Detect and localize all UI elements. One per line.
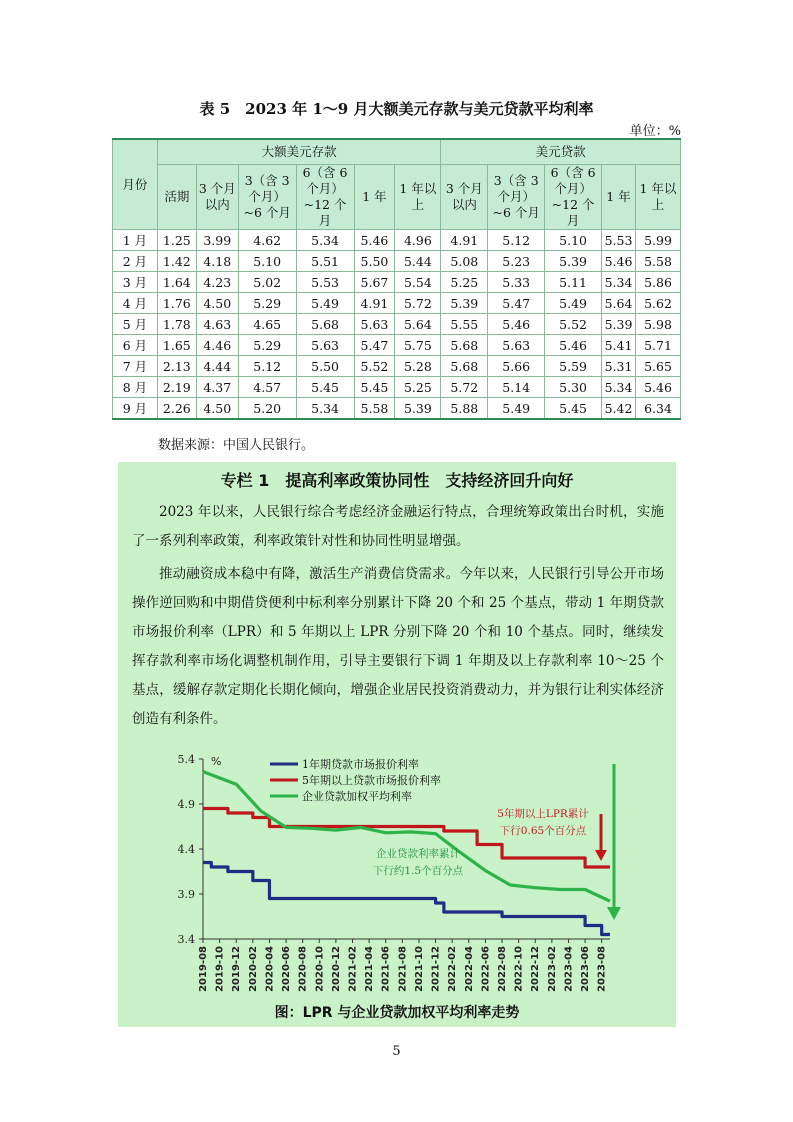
x-tick-label: 2020-10 bbox=[314, 946, 326, 992]
table-cell: 5.46 bbox=[545, 335, 602, 356]
header-group-deposit: 大额美元存款 bbox=[157, 139, 441, 165]
annotation-loan-arrow-head bbox=[607, 907, 621, 920]
column-box bbox=[118, 462, 676, 1027]
lpr-chart bbox=[118, 744, 676, 994]
table-row bbox=[113, 335, 681, 356]
table-cell: 5.02 bbox=[238, 272, 296, 293]
table-cell: 5.34 bbox=[296, 230, 354, 251]
row-month: 7 月 bbox=[113, 356, 158, 377]
table-cell: 5.72 bbox=[395, 293, 441, 314]
table-cell: 1.65 bbox=[157, 335, 196, 356]
table-cell: 5.29 bbox=[238, 293, 296, 314]
table-cell: 5.34 bbox=[602, 377, 636, 398]
table-cell: 4.37 bbox=[196, 377, 238, 398]
x-tick-label: 2020-02 bbox=[247, 946, 259, 992]
table-cell: 5.31 bbox=[602, 356, 636, 377]
table-cell: 5.44 bbox=[395, 251, 441, 272]
y-tick-label: 3.9 bbox=[177, 888, 195, 901]
table-cell: 5.46 bbox=[636, 377, 681, 398]
annotation-lpr-arrow-head bbox=[595, 850, 607, 861]
table-cell: 4.63 bbox=[196, 314, 238, 335]
table-cell: 5.47 bbox=[354, 335, 395, 356]
row-month: 5 月 bbox=[113, 314, 158, 335]
x-tick-label: 2020-08 bbox=[297, 946, 309, 992]
x-tick-label: 2020-06 bbox=[281, 946, 293, 992]
header-sub-9: 1 年 bbox=[602, 165, 636, 230]
table-cell: 4.91 bbox=[354, 293, 395, 314]
table-cell: 5.58 bbox=[636, 251, 681, 272]
table-row bbox=[113, 398, 681, 420]
table-cell: 2.19 bbox=[157, 377, 196, 398]
table-cell: 5.67 bbox=[354, 272, 395, 293]
header-sub-7: 3（含 3 个月）~6 个月 bbox=[488, 165, 545, 230]
x-tick-label: 2019-08 bbox=[198, 946, 209, 992]
table-cell: 5.12 bbox=[488, 230, 545, 251]
table-cell: 5.10 bbox=[238, 251, 296, 272]
table-cell: 5.45 bbox=[354, 377, 395, 398]
table-cell: 5.39 bbox=[545, 251, 602, 272]
x-tick-label: 2023-04 bbox=[563, 946, 575, 992]
table-cell: 5.62 bbox=[636, 293, 681, 314]
table-cell: 1.64 bbox=[157, 272, 196, 293]
table-row bbox=[113, 251, 681, 272]
table-cell: 4.50 bbox=[196, 398, 238, 420]
header-sub-0: 活期 bbox=[157, 165, 196, 230]
table-cell: 1.78 bbox=[157, 314, 196, 335]
header-sub-6: 3 个月以内 bbox=[441, 165, 488, 230]
x-tick-label: 2023-06 bbox=[580, 946, 592, 992]
table-cell: 5.98 bbox=[636, 314, 681, 335]
table-cell: 5.39 bbox=[395, 398, 441, 420]
table-cell: 5.63 bbox=[296, 335, 354, 356]
header-group-loan: 美元贷款 bbox=[441, 139, 681, 165]
table-cell: 5.49 bbox=[296, 293, 354, 314]
box-paragraph-2: 推动融资成本稳中有降，激活生产消费信贷需求。今年以来，人民银行引导公开市场操作逆回购和中期借贷便利中标利率分别累计下降 20 个和 25 个基点，带动 1 年期贷款市场报价利率（LPR）和 5 年期以上 LPR 分别下降 20 个和 10 个基点。同时，继续发挥存款利率市场化调整机制作用，引导主要银行下调 1 年期及以上存款利率 10～25 个基点，缓解存款定期化长期化倾向，增强企业居民投资消费动力，并为银行让利实体经济创造有利条件。 bbox=[132, 566, 664, 727]
box-title: 专栏 1 提高利率政策协同性 支持经济回升向好 bbox=[220, 471, 574, 490]
table-cell: 5.47 bbox=[488, 293, 545, 314]
table-cell: 4.62 bbox=[238, 230, 296, 251]
table-cell: 4.18 bbox=[196, 251, 238, 272]
table-row bbox=[113, 272, 681, 293]
x-tick-label: 2023-02 bbox=[546, 946, 558, 992]
table-cell: 5.23 bbox=[488, 251, 545, 272]
header-sub-8: 6（含 6 个月）~12 个月 bbox=[545, 165, 602, 230]
table-cell: 5.86 bbox=[636, 272, 681, 293]
rate-table bbox=[112, 138, 681, 420]
figure-caption: 图：LPR 与企业贷款加权平均利率走势 bbox=[274, 1005, 520, 1021]
table-cell: 5.88 bbox=[441, 398, 488, 420]
table-cell: 4.50 bbox=[196, 293, 238, 314]
table-cell: 5.50 bbox=[354, 251, 395, 272]
table-cell: 5.53 bbox=[296, 272, 354, 293]
table-cell: 5.42 bbox=[602, 398, 636, 420]
table-cell: 5.08 bbox=[441, 251, 488, 272]
legend-label: 企业贷款加权平均利率 bbox=[302, 790, 412, 803]
table-cell: 5.68 bbox=[441, 356, 488, 377]
row-month: 1 月 bbox=[113, 230, 158, 251]
y-axis-label: % bbox=[211, 755, 222, 768]
table-row bbox=[113, 314, 681, 335]
annotation-loan-line1: 企业贷款利率累计 bbox=[376, 848, 460, 860]
y-tick-label: 4.9 bbox=[177, 798, 195, 811]
table-cell: 5.49 bbox=[545, 293, 602, 314]
x-tick-label: 2021-10 bbox=[413, 946, 425, 992]
table-cell: 3.99 bbox=[196, 230, 238, 251]
row-month: 4 月 bbox=[113, 293, 158, 314]
table-cell: 5.52 bbox=[545, 314, 602, 335]
row-month: 3 月 bbox=[113, 272, 158, 293]
table-row bbox=[113, 230, 681, 251]
table-cell: 5.33 bbox=[488, 272, 545, 293]
header-sub-4: 1 年 bbox=[354, 165, 395, 230]
table-cell: 5.46 bbox=[488, 314, 545, 335]
header-sub-3: 6（含 6 个月）~12 个月 bbox=[296, 165, 354, 230]
table-cell: 5.25 bbox=[441, 272, 488, 293]
table-cell: 4.57 bbox=[238, 377, 296, 398]
table-cell: 5.68 bbox=[296, 314, 354, 335]
x-tick-label: 2022-06 bbox=[480, 946, 492, 992]
table-cell: 5.10 bbox=[545, 230, 602, 251]
table-cell: 5.25 bbox=[395, 377, 441, 398]
table-cell: 4.23 bbox=[196, 272, 238, 293]
table-cell: 5.71 bbox=[636, 335, 681, 356]
table-cell: 5.20 bbox=[238, 398, 296, 420]
table-cell: 5.66 bbox=[488, 356, 545, 377]
table-cell: 5.46 bbox=[354, 230, 395, 251]
x-tick-label: 2021-06 bbox=[380, 946, 392, 992]
y-tick-label: 4.4 bbox=[177, 843, 195, 856]
row-month: 9 月 bbox=[113, 398, 158, 420]
table-cell: 5.46 bbox=[602, 251, 636, 272]
table-cell: 1.76 bbox=[157, 293, 196, 314]
table-row bbox=[113, 377, 681, 398]
table-cell: 5.65 bbox=[636, 356, 681, 377]
table-cell: 5.49 bbox=[488, 398, 545, 420]
table-cell: 5.53 bbox=[602, 230, 636, 251]
table-cell: 5.63 bbox=[354, 314, 395, 335]
x-tick-label: 2022-12 bbox=[530, 946, 542, 992]
table-cell: 4.96 bbox=[395, 230, 441, 251]
table-cell: 5.28 bbox=[395, 356, 441, 377]
table-title: 表 5 2023 年 1～9 月大额美元存款与美元贷款平均利率 bbox=[199, 100, 594, 118]
table-cell: 4.46 bbox=[196, 335, 238, 356]
table-cell: 5.50 bbox=[296, 356, 354, 377]
table-cell: 2.26 bbox=[157, 398, 196, 420]
x-tick-label: 2022-04 bbox=[463, 946, 475, 992]
table-cell: 4.65 bbox=[238, 314, 296, 335]
table-cell: 5.34 bbox=[602, 272, 636, 293]
x-tick-label: 2020-12 bbox=[330, 946, 342, 992]
x-tick-label: 2021-12 bbox=[430, 946, 442, 992]
table-cell: 5.34 bbox=[296, 398, 354, 420]
legend-label: 5年期以上贷款市场报价利率 bbox=[302, 774, 441, 787]
header-sub-5: 1 年以上 bbox=[395, 165, 441, 230]
table-cell: 2.13 bbox=[157, 356, 196, 377]
table-cell: 4.91 bbox=[441, 230, 488, 251]
header-month: 月份 bbox=[113, 139, 158, 230]
table-cell: 5.39 bbox=[602, 314, 636, 335]
table-cell: 5.14 bbox=[488, 377, 545, 398]
row-month: 6 月 bbox=[113, 335, 158, 356]
table-cell: 5.52 bbox=[354, 356, 395, 377]
table-cell: 5.11 bbox=[545, 272, 602, 293]
x-tick-label: 2021-02 bbox=[347, 946, 359, 992]
x-tick-label: 2022-08 bbox=[497, 946, 509, 992]
table-cell: 5.55 bbox=[441, 314, 488, 335]
table-cell: 5.45 bbox=[545, 398, 602, 420]
table-cell: 4.44 bbox=[196, 356, 238, 377]
table-cell: 5.39 bbox=[441, 293, 488, 314]
table-cell: 5.59 bbox=[545, 356, 602, 377]
x-tick-label: 2019-10 bbox=[214, 946, 226, 992]
row-month: 2 月 bbox=[113, 251, 158, 272]
legend-label: 1年期贷款市场报价利率 bbox=[302, 758, 419, 771]
table-cell: 5.41 bbox=[602, 335, 636, 356]
table-cell: 5.12 bbox=[238, 356, 296, 377]
x-tick-label: 2023-08 bbox=[596, 946, 608, 992]
table-cell: 1.25 bbox=[157, 230, 196, 251]
table-cell: 5.30 bbox=[545, 377, 602, 398]
table-cell: 5.64 bbox=[602, 293, 636, 314]
table-cell: 5.58 bbox=[354, 398, 395, 420]
annotation-lpr-line1: 5年期以上LPR累计 bbox=[497, 808, 589, 820]
header-sub-1: 3 个月以内 bbox=[196, 165, 238, 230]
table-cell: 5.45 bbox=[296, 377, 354, 398]
x-tick-label: 2021-04 bbox=[364, 946, 376, 992]
page-number: 5 bbox=[392, 1044, 401, 1059]
table-cell: 5.64 bbox=[395, 314, 441, 335]
annotation-lpr-line2: 下行0.65个百分点 bbox=[499, 825, 587, 837]
y-tick-label: 3.4 bbox=[177, 933, 195, 946]
annotation-loan-line2: 下行约1.5个百分点 bbox=[372, 865, 464, 877]
table-cell: 5.54 bbox=[395, 272, 441, 293]
table-row bbox=[113, 356, 681, 377]
header-sub-2: 3（含 3 个月）~6 个月 bbox=[238, 165, 296, 230]
table-cell: 5.99 bbox=[636, 230, 681, 251]
table-cell: 5.72 bbox=[441, 377, 488, 398]
x-tick-label: 2022-10 bbox=[513, 946, 525, 992]
table-unit: 单位：% bbox=[629, 124, 681, 139]
header-sub-10: 1 年以上 bbox=[636, 165, 681, 230]
table-cell: 5.63 bbox=[488, 335, 545, 356]
table-row bbox=[113, 293, 681, 314]
table-source: 数据来源：中国人民银行。 bbox=[158, 438, 315, 453]
table-cell: 6.34 bbox=[636, 398, 681, 420]
table-cell: 5.29 bbox=[238, 335, 296, 356]
table-cell: 1.42 bbox=[157, 251, 196, 272]
table-cell: 5.68 bbox=[441, 335, 488, 356]
table-cell: 5.75 bbox=[395, 335, 441, 356]
x-tick-label: 2021-08 bbox=[397, 946, 409, 992]
row-month: 8 月 bbox=[113, 377, 158, 398]
table-cell: 5.51 bbox=[296, 251, 354, 272]
x-tick-label: 2020-04 bbox=[264, 946, 276, 992]
x-tick-label: 2022-02 bbox=[447, 946, 459, 992]
x-tick-label: 2019-12 bbox=[231, 946, 243, 992]
box-paragraph-1: 2023 年以来，人民银行综合考虑经济金融运行特点，合理统筹政策出台时机，实施了一系列利率政策，利率政策针对性和协同性明显增强。 bbox=[132, 504, 664, 549]
y-tick-label: 5.4 bbox=[177, 753, 195, 766]
